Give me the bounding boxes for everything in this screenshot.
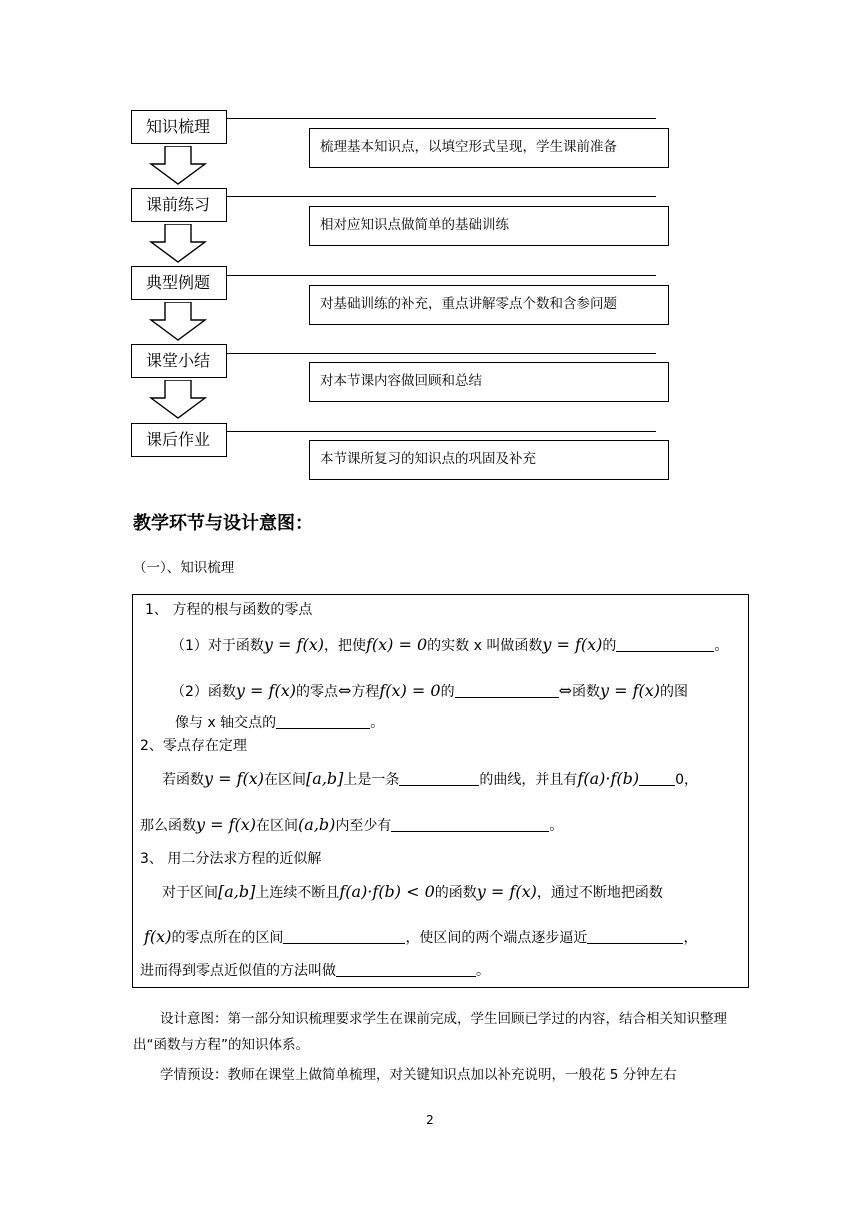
design-intent-paragraph: 设计意图：第一部分知识梳理要求学生在课前完成，学生回顾已学过的内容，结合相关知识整理出“函数与方程”的知识体系。 [133, 1011, 727, 1053]
fill-blank[interactable] [455, 682, 559, 698]
fill-blank[interactable] [616, 636, 714, 652]
text: 方程 [351, 684, 380, 700]
fill-blank[interactable] [399, 770, 479, 786]
connector-line [227, 275, 656, 276]
text: 那么函数 [140, 818, 196, 834]
text: 。 [549, 818, 564, 834]
situation-paragraph: 学情预设：教师在课堂上做简单梳理，对关键知识点加以补充说明，一般花 5 分钟左右 [160, 1067, 677, 1083]
connector-line [227, 431, 656, 432]
text: 0， [675, 772, 699, 788]
stage-box-1: 知识梳理 [131, 110, 227, 144]
section-subheading: （一）、知识梳理 [133, 560, 235, 576]
text: 像与 x 轴交点的 [175, 715, 277, 731]
text: 的零点所在的区间 [171, 930, 284, 946]
text: 的图 [660, 684, 689, 700]
s3-line-3 [140, 960, 490, 982]
formula-fafb-lt: f(a)·f(b) < 0 [339, 882, 435, 901]
down-arrow-icon [149, 224, 207, 264]
formula-fy: y = f(x) [204, 769, 265, 788]
s2-line-1 [162, 768, 698, 791]
s2-line-2 [140, 814, 563, 837]
fill-blank[interactable] [283, 928, 405, 944]
down-arrow-icon [149, 302, 207, 342]
text: ， [683, 930, 698, 946]
formula-fafb: f(a)·f(b) [577, 769, 640, 788]
text: 。 [370, 715, 385, 731]
fill-blank[interactable] [391, 816, 549, 832]
text: ，把使 [323, 638, 366, 654]
text: 在区间 [264, 772, 307, 788]
connector-line [227, 353, 656, 354]
formula-fy: y = f(x) [542, 635, 603, 654]
stage-desc-5: 本节课所复习的知识点的巩固及补充 [309, 440, 669, 480]
page-number: 2 [426, 1113, 434, 1127]
text: 内至少有 [335, 818, 392, 834]
fill-blank[interactable] [276, 713, 370, 729]
formula-fx: f(x) [144, 927, 172, 946]
text: 进而得到零点近似值的方法叫做 [140, 963, 336, 979]
fill-blank[interactable] [639, 770, 675, 786]
text: 的 [602, 638, 617, 654]
text: 的零点 [295, 684, 338, 700]
connector-line [227, 196, 656, 197]
stage-desc-1: 梳理基本知识点，以填空形式呈现，学生课前准备 [309, 128, 669, 168]
s1-item-1 [171, 634, 728, 657]
interval-closed: [a,b] [218, 882, 256, 901]
s3-title: 3、 用二分法求方程的近似解 [140, 851, 322, 867]
fill-blank[interactable] [336, 961, 476, 977]
text: 上是一条 [343, 772, 400, 788]
text: 上连续不断且 [255, 885, 340, 901]
formula-fx0: f(x) = 0 [365, 635, 428, 654]
down-arrow-icon [149, 146, 207, 186]
text: 的曲线，并且有 [479, 772, 578, 788]
down-arrow-icon [149, 380, 207, 420]
s1-item-2-cont [175, 712, 384, 734]
formula-fy: y = f(x) [263, 635, 324, 654]
iff-symbol: ⇔ [558, 681, 572, 700]
text: 的函数 [434, 885, 477, 901]
s1-item-2 [171, 680, 688, 703]
s3-line-2 [144, 926, 697, 949]
stage-desc-4: 对本节课内容做回顾和总结 [309, 362, 669, 402]
text: ，通过不断地把函数 [536, 885, 663, 901]
section-heading: 教学环节与设计意图： [133, 513, 313, 534]
text: （2）函数 [171, 684, 236, 700]
text: 的实数 x 叫做函数 [427, 638, 543, 654]
text: 的 [440, 684, 455, 700]
text: 对于区间 [162, 885, 218, 901]
formula-fy: y = f(x) [196, 815, 257, 834]
stage-box-5: 课后作业 [131, 423, 227, 457]
s3-line-1 [162, 881, 663, 904]
stage-desc-2: 相对应知识点做简单的基础训练 [309, 206, 669, 246]
text: （1）对于函数 [171, 638, 264, 654]
fill-blank[interactable] [587, 928, 683, 944]
text: 。 [714, 638, 729, 654]
s1-title: 1、 方程的根与函数的零点 [145, 602, 313, 618]
formula-fy: y = f(x) [235, 681, 296, 700]
text: 。 [476, 963, 490, 979]
text: 若函数 [162, 772, 204, 788]
s2-title: 2、零点存在定理 [140, 738, 247, 754]
connector-line [227, 118, 656, 119]
formula-fx0: f(x) = 0 [379, 681, 441, 700]
formula-fy: y = f(x) [599, 681, 661, 700]
stage-box-2: 课前练习 [131, 188, 227, 222]
stage-desc-3: 对基础训练的补充，重点讲解零点个数和含参问题 [309, 285, 669, 325]
interval-closed: [a,b] [306, 769, 344, 788]
text: 在区间 [256, 818, 299, 834]
formula-fy: y = f(x) [476, 882, 537, 901]
stage-box-3: 典型例题 [131, 266, 227, 300]
stage-box-4: 课堂小结 [131, 344, 227, 378]
text: ，使区间的两个端点逐步逼近 [405, 930, 588, 946]
iff-symbol: ⇔ [337, 681, 352, 700]
interval-open: (a,b) [298, 815, 336, 834]
text: 函数 [571, 684, 600, 700]
